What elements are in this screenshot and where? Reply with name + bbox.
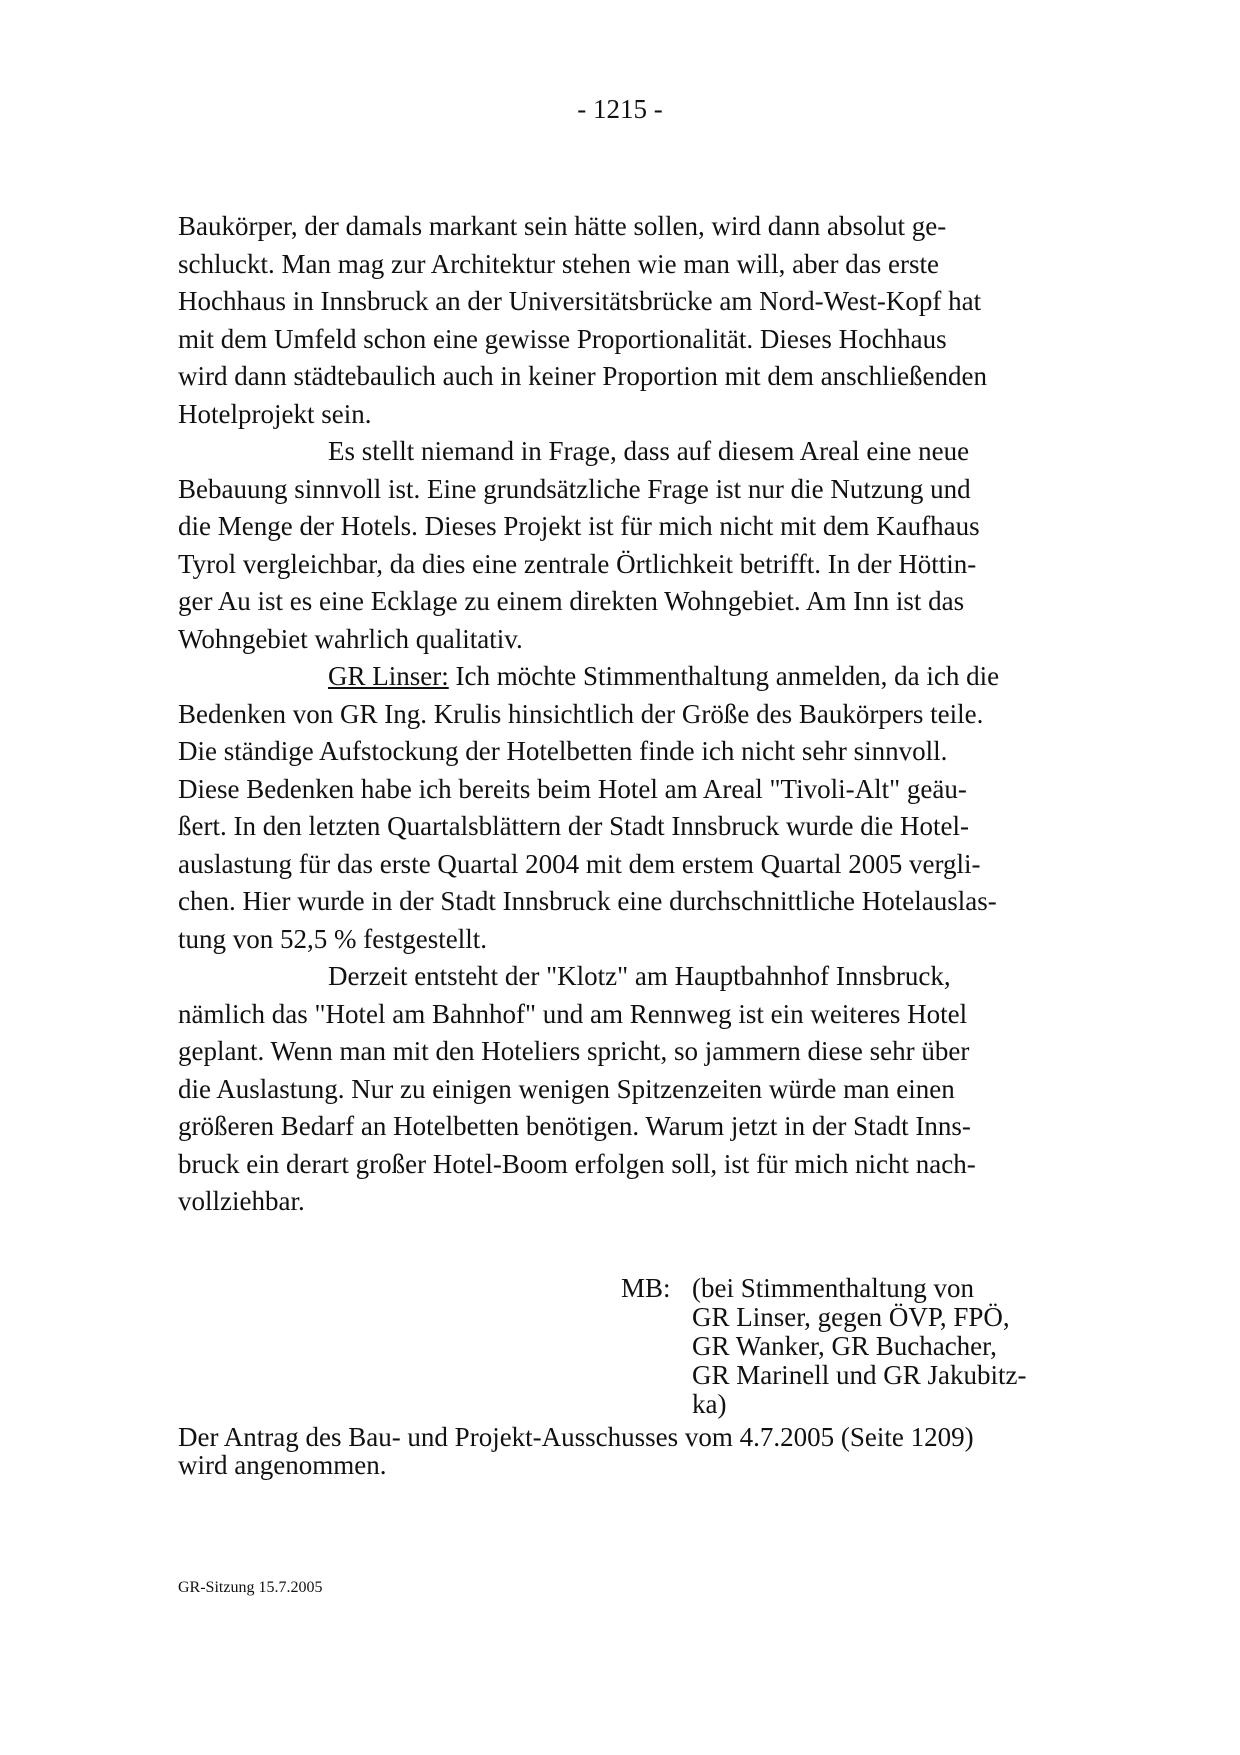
text-line: wird dann städtebaulich auch in keiner Proportion mit dem anschließenden [178, 361, 988, 391]
body-text [178, 208, 1068, 1221]
text-line: Bebauung sinnvoll ist. Eine grundsätzliche Frage ist nur die Nutzung und [178, 473, 971, 504]
speaker-name: GR Linser: [328, 661, 449, 691]
text-line: geplant. Wenn man mit den Hoteliers spricht, so jammern diese sehr über [178, 1036, 970, 1066]
text-line: chen. Hier wurde in der Stadt Innsbruck eine durchschnittliche Hotelauslas- [178, 886, 997, 916]
text-line: Die ständige Aufstockung der Hotelbetten finde ich nicht sehr sinnvoll. [178, 736, 948, 766]
decision-line: Der Antrag des Bau- und Projekt-Ausschusses vom 4.7.2005 (Seite 1209) [178, 1422, 974, 1452]
text-line: bruck ein derart großer Hotel-Boom erfolgen soll, ist für mich nicht nach- [178, 1148, 976, 1179]
text-line: Diese Bedenken habe ich bereits beim Hotel am Areal "Tivoli-Alt" geäu- [178, 773, 967, 804]
text-line: Hotelprojekt sein. [178, 398, 372, 429]
text-line: ger Au ist es eine Ecklage zu einem direkten Wohngebiet. Am Inn ist das [178, 586, 965, 616]
text-line: Derzeit entsteht der "Klotz" am Hauptbahnhof Innsbruck, [328, 961, 951, 991]
page-number: - 1215 - [577, 94, 663, 124]
text-line: Bedenken von GR Ing. Krulis hinsichtlich der Größe des Baukörpers teile. [178, 698, 984, 729]
text-fragment: Ich möchte Stimmenthaltung anmelden, da ich die [448, 661, 1000, 691]
text-line: schluckt. Man mag zur Architektur stehen wie man will, aber das erste [178, 248, 940, 279]
text-line: nämlich das "Hotel am Bahnhof" und am Rennweg ist ein weiteres Hotel [178, 998, 968, 1029]
decision-line: wird angenommen. [178, 1450, 387, 1480]
text-line: Baukörper, der damals markant sein hätte sollen, wird dann absolut ge- [178, 211, 947, 241]
vote-details [692, 1274, 1026, 1419]
decision-statement [178, 1423, 974, 1479]
text-line: Es stellt niemand in Frage, dass auf diesem Areal eine neue [328, 436, 970, 466]
text-line: die Auslastung. Nur zu einigen wenigen Spitzenzeiten würde man einen [178, 1073, 955, 1104]
text-line: ßert. In den letzten Quartalsblättern der Stadt Innsbruck wurde die Hotel- [178, 811, 969, 841]
speaker-line [178, 658, 1068, 696]
text-line: größeren Bedarf an Hotelbetten benötigen. Warum jetzt in der Stadt Inns- [178, 1111, 971, 1141]
text-line: Tyrol vergleichbar, da dies eine zentrale Örtlichkeit betrifft. In der Höttin- [178, 548, 977, 579]
vote-line: GR Wanker, GR Buchacher, [692, 1331, 997, 1361]
text-line: vollziehbar. [178, 1186, 305, 1216]
text-line: Hochhaus in Innsbruck an der Universitätsbrücke am Nord-West-Kopf hat [178, 286, 982, 316]
text-line: die Menge der Hotels. Dieses Projekt ist für mich nicht mit dem Kaufhaus [178, 511, 980, 541]
text-line: Wohngebiet wahrlich qualitativ. [178, 623, 523, 654]
text-line: mit dem Umfeld schon eine gewisse Proportionalität. Dieses Hochhaus [178, 323, 947, 354]
vote-line: GR Marinell und GR Jakubitz- [692, 1360, 1027, 1390]
text-line: auslastung für das erste Quartal 2004 mit dem erstem Quartal 2005 vergli- [178, 848, 981, 879]
footer: GR-Sitzung 15.7.2005 [178, 1579, 323, 1596]
vote-line: GR Linser, gegen ÖVP, FPÖ, [692, 1302, 1010, 1332]
text-line: tung von 52,5 % festgestellt. [178, 923, 487, 954]
vote-label: MB: [621, 1273, 671, 1303]
vote-line: (bei Stimmenthaltung von [692, 1273, 974, 1303]
vote-line: ka) [692, 1389, 727, 1419]
